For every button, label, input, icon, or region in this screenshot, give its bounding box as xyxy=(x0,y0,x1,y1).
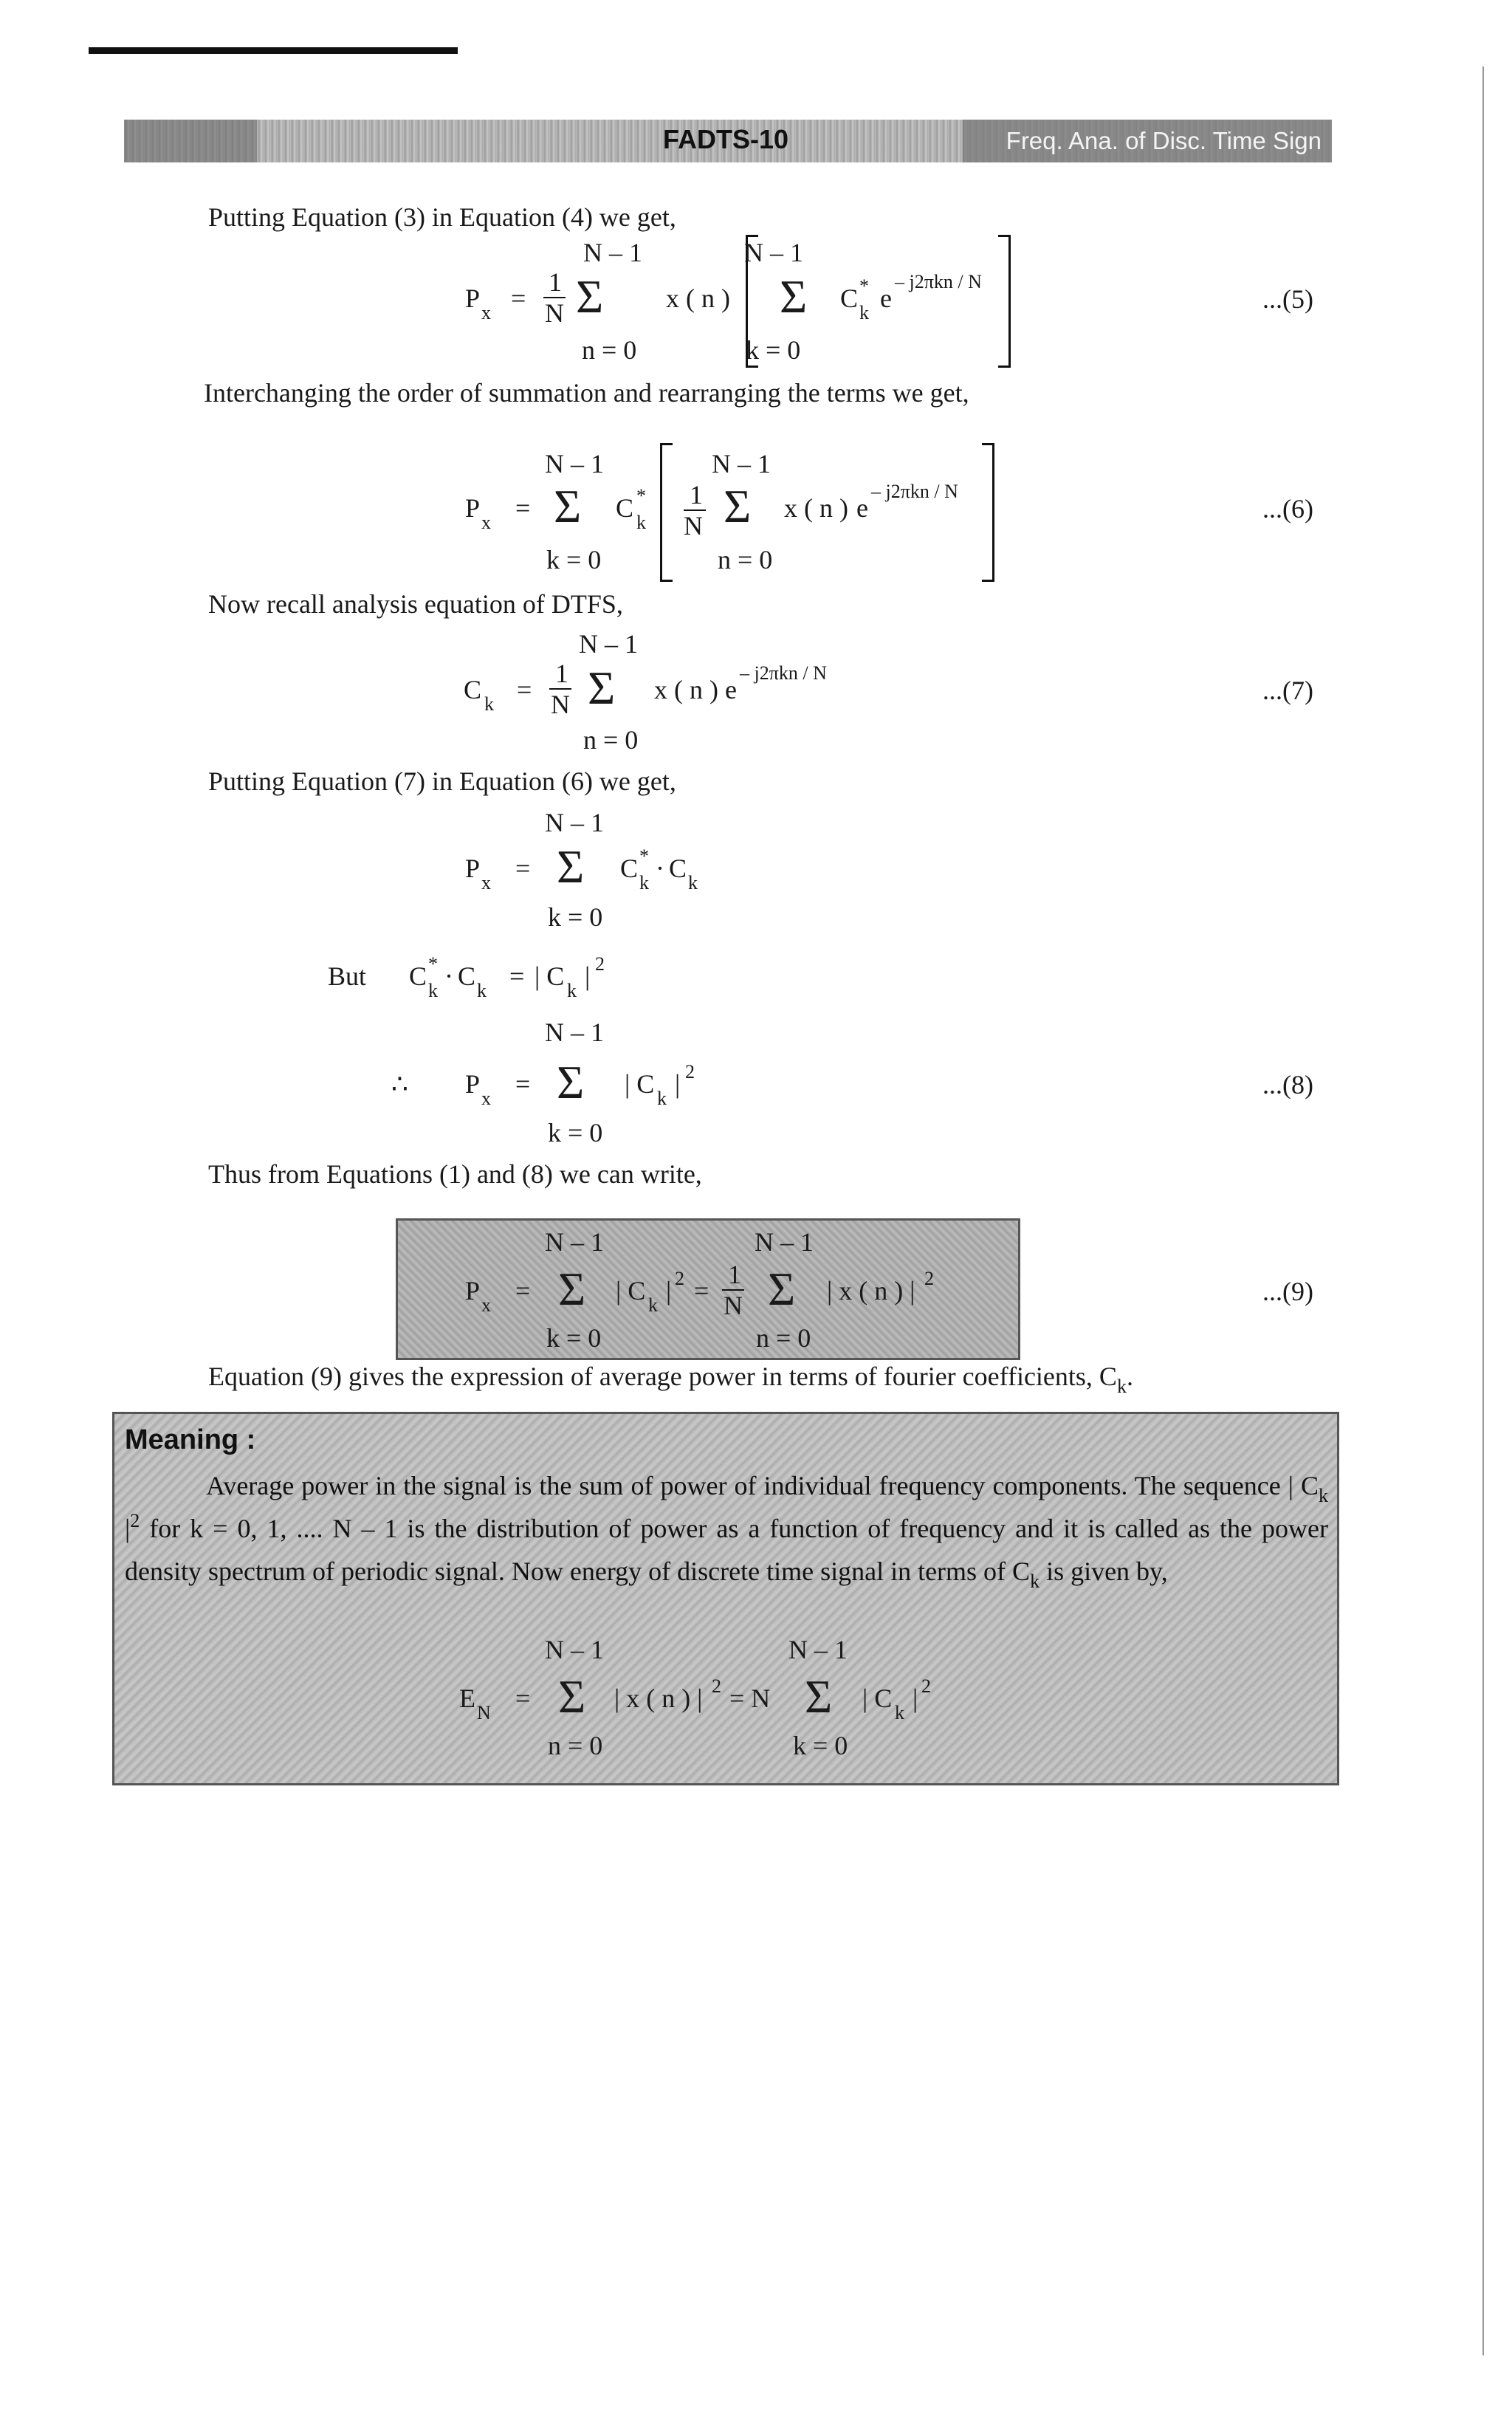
eq9-sup-2a: 2 xyxy=(675,1268,684,1289)
eqE-sub-N: N xyxy=(477,1702,491,1723)
eq5-inner-sigma: Σ xyxy=(780,270,808,323)
top-rule xyxy=(89,47,458,54)
eq8-sub-k: k xyxy=(657,1088,667,1109)
eq9-upper-2: N – 1 xyxy=(755,1227,814,1257)
eqp-sub-k2: k xyxy=(688,872,698,893)
eq7-number: ...(7) xyxy=(1262,676,1313,705)
eq9-sub-x: x xyxy=(481,1294,491,1316)
eq5-right-bracket xyxy=(998,235,1011,368)
eqE-equals: = xyxy=(515,1684,531,1713)
eq6-star: * xyxy=(636,485,646,507)
eq8-abs-C: | C xyxy=(625,1069,655,1099)
eqp-lower-limit: k = 0 xyxy=(548,902,603,932)
eq9-sub-k: k xyxy=(648,1294,658,1316)
text-now-recall: Now recall analysis equation of DTFS, xyxy=(208,589,623,619)
eq7-N: N xyxy=(551,690,570,719)
eq5-equals: = xyxy=(511,284,526,313)
eq7-sub-k: k xyxy=(484,693,494,715)
text-interchanging: Interchanging the order of summation and rearranging the terms we get, xyxy=(204,378,969,408)
meaning-paragraph xyxy=(125,1466,1328,1594)
eq8-sigma: Σ xyxy=(557,1056,585,1108)
eqE-abs-C: | C xyxy=(862,1684,893,1713)
but-C1: C xyxy=(409,961,427,991)
eqp-P: P xyxy=(465,854,481,883)
eqp-sigma: Σ xyxy=(557,840,585,893)
eq5-number: ...(5) xyxy=(1262,284,1313,314)
p6-text: Equation (9) gives the expression of average power in terms of fourier coefficients, C xyxy=(208,1362,1117,1391)
eqE-sup-2a: 2 xyxy=(712,1675,721,1697)
eq8-lower-limit: k = 0 xyxy=(548,1118,603,1147)
meaning-label: Meaning : xyxy=(125,1424,256,1455)
eq6-one: 1 xyxy=(690,480,703,509)
header-title: FADTS-10 xyxy=(663,124,789,154)
eq9-sigma-1: Σ xyxy=(558,1263,586,1315)
eq5-e: e xyxy=(880,284,892,313)
eq6-xn: x ( n ) xyxy=(784,493,848,523)
text-putting-eq7: Putting Equation (7) in Equation (6) we get, xyxy=(208,766,676,796)
eqE-lower-2: k = 0 xyxy=(793,1731,848,1760)
eq7-sigma: Σ xyxy=(588,662,616,714)
eqE-upper-2: N – 1 xyxy=(788,1635,848,1664)
but-word: But xyxy=(328,961,367,991)
eq5-lower-limit: n = 0 xyxy=(582,335,637,365)
eq6-lower-limit: k = 0 xyxy=(546,545,602,574)
but-equals: = xyxy=(509,961,525,991)
meaning-text xyxy=(125,1466,1328,1594)
but-bar: | xyxy=(585,961,591,991)
eq6-upper-limit: N – 1 xyxy=(545,449,604,478)
eq9-sup-2b: 2 xyxy=(924,1268,934,1289)
eq6-inner-lower: n = 0 xyxy=(718,545,773,574)
eq6-sub-x: x xyxy=(481,512,491,533)
eq8-sup-2: 2 xyxy=(685,1061,695,1082)
eq7-exponent: – j2πkn / N xyxy=(740,662,827,684)
but-star: * xyxy=(428,953,438,975)
eq7-e: e xyxy=(725,675,737,704)
eq6-equals: = xyxy=(515,493,531,523)
eq8-bar: | xyxy=(675,1069,681,1099)
eqE-sub-k: k xyxy=(895,1702,904,1723)
eq9-bar: | xyxy=(666,1276,672,1305)
eq8-upper-limit: N – 1 xyxy=(545,1018,604,1047)
eq5-xn: x ( n ) xyxy=(666,284,730,313)
eq7-one: 1 xyxy=(555,659,568,688)
eq6-exponent: – j2πkn / N xyxy=(871,481,958,502)
eq5-C: C xyxy=(840,284,859,313)
but-sub-k1: k xyxy=(428,980,438,1001)
eq6-right-bracket xyxy=(982,443,994,582)
eqp-equals: = xyxy=(515,854,531,883)
meaning-bar: | xyxy=(125,1514,131,1543)
eq6-C: C xyxy=(616,493,634,523)
eq7-lower-limit: n = 0 xyxy=(583,725,639,755)
eq8-equals: = xyxy=(515,1069,531,1099)
meaning-text-1: Average power in the signal is the sum of power of individual frequency components. The sequence | C xyxy=(206,1471,1319,1500)
page-edge-line xyxy=(1482,66,1484,2355)
meaning-sub-k-2: k xyxy=(1030,1571,1040,1592)
eq6-P: P xyxy=(465,493,481,523)
eq7-upper-limit: N – 1 xyxy=(579,629,638,659)
eq6-left-bracket xyxy=(660,443,673,582)
eqE-sigma-2: Σ xyxy=(805,1670,833,1723)
eq6-sigma: Σ xyxy=(554,480,582,532)
eqp-upper-limit: N – 1 xyxy=(545,808,604,837)
but-abs-C: | C xyxy=(535,961,565,991)
eqp-dot: · xyxy=(656,854,664,883)
but-dot: · xyxy=(444,961,453,991)
eqp-sub-x: x xyxy=(481,872,491,893)
eq9-number: ...(9) xyxy=(1262,1277,1313,1306)
eq9-P: P xyxy=(465,1276,481,1305)
text-thus-from: Thus from Equations (1) and (8) we can write, xyxy=(208,1159,702,1189)
eq8-P: P xyxy=(465,1069,481,1099)
eq9-lower-2: n = 0 xyxy=(756,1323,811,1353)
p6-sub-k: k xyxy=(1116,1376,1127,1397)
p6-end: . xyxy=(1126,1362,1133,1391)
eq5-one: 1 xyxy=(549,267,562,297)
eqp-C1: C xyxy=(620,854,639,883)
eq6-inner-sigma: Σ xyxy=(724,480,752,532)
eqE-bar: | xyxy=(913,1684,918,1713)
eq5-P: P xyxy=(465,284,481,313)
eq5-upper-limit: N – 1 xyxy=(583,238,642,267)
eq9-equals-1: = xyxy=(515,1276,531,1305)
eqE-equals-N: = N xyxy=(729,1684,771,1713)
but-sub-k2: k xyxy=(477,980,487,1001)
eqE-E: E xyxy=(459,1684,475,1713)
header-left-shade xyxy=(124,120,257,162)
eq5-star: * xyxy=(859,275,869,297)
eqp-sub-k1: k xyxy=(639,872,649,893)
eqE-upper-1: N – 1 xyxy=(545,1635,604,1664)
header-section-title: Freq. Ana. of Disc. Time Sign xyxy=(1006,127,1322,154)
meaning-sub-k-1: k xyxy=(1319,1485,1328,1506)
eq7-C: C xyxy=(464,675,482,704)
eq7-xn: x ( n ) xyxy=(654,675,718,704)
eq5-sub-k: k xyxy=(859,302,869,323)
eq5-exponent: – j2πkn / N xyxy=(895,271,982,292)
eq9-lower-1: k = 0 xyxy=(546,1323,602,1353)
meaning-text-3: is given by, xyxy=(1040,1557,1168,1586)
text-equation-9-gives xyxy=(208,1360,1133,1396)
eqE-lower-1: n = 0 xyxy=(548,1731,603,1760)
eq6-sub-k: k xyxy=(636,512,646,533)
but-sup-2: 2 xyxy=(595,953,605,975)
eq9-sigma-2: Σ xyxy=(768,1263,796,1315)
but-C2: C xyxy=(458,961,476,991)
eqp-star: * xyxy=(639,845,649,867)
eq9-equals-2: = xyxy=(694,1276,709,1305)
eq6-inner-upper: N – 1 xyxy=(712,449,771,478)
eq9-abs-C: | C xyxy=(616,1276,646,1305)
eq8-number: ...(8) xyxy=(1262,1070,1313,1099)
eqE-sigma-1: Σ xyxy=(558,1670,586,1723)
but-sub-k3: k xyxy=(567,980,577,1001)
eq9-one: 1 xyxy=(728,1260,741,1289)
eqE-abs-xn: | x ( n ) | xyxy=(614,1684,703,1713)
eq7-equals: = xyxy=(517,675,532,704)
eqE-sup-2b: 2 xyxy=(921,1675,931,1697)
eq6-N: N xyxy=(684,511,703,541)
eq8-therefore: ∴ xyxy=(391,1069,408,1099)
meaning-sup-2: 2 xyxy=(130,1510,140,1531)
eq9-abs-xn: | x ( n ) | xyxy=(827,1276,915,1305)
eq6-e: e xyxy=(856,493,868,523)
eq5-inner-lower: k = 0 xyxy=(746,335,801,365)
eq5-inner-upper: N – 1 xyxy=(744,238,803,267)
eq9-N: N xyxy=(724,1291,743,1320)
meaning-box xyxy=(112,1412,1339,1785)
eq5-N: N xyxy=(545,298,564,328)
eq9-upper-1: N – 1 xyxy=(545,1227,604,1257)
eq5-sigma: Σ xyxy=(576,270,604,323)
meaning-text-2: for k = 0, 1, .... N – 1 is the distribution of power as a function of frequency and it is called as the power density spectrum of periodic signal. Now energy of discrete time signal in terms of C xyxy=(125,1514,1328,1586)
eq5-sub-x: x xyxy=(481,302,491,323)
eq8-sub-x: x xyxy=(481,1088,491,1109)
eqp-C2: C xyxy=(669,854,687,883)
text-putting-eq3: Putting Equation (3) in Equation (4) we get, xyxy=(208,202,676,232)
page-header-bar xyxy=(124,120,1332,162)
eq6-number: ...(6) xyxy=(1262,494,1313,524)
